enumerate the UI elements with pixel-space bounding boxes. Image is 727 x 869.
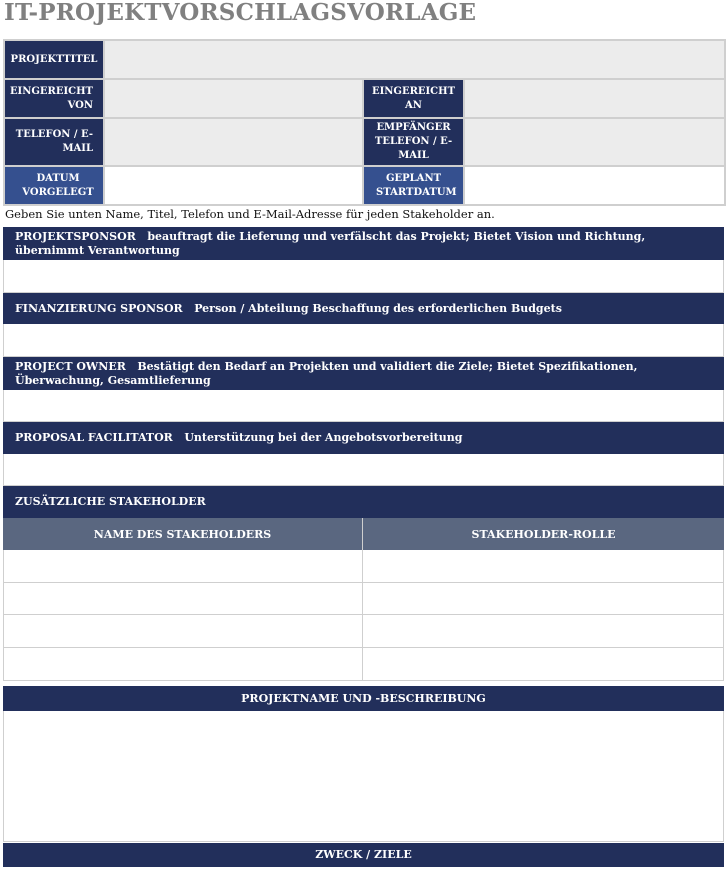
eingereicht-an-label: EINGEREICHT AN bbox=[363, 79, 464, 118]
role-finanzierung-sponsor-header bbox=[3, 293, 724, 324]
stakeholder-instructions: Geben Sie unten Name, Titel, Telefon und E-Mail-Adresse für jeden Stakeholder an. bbox=[5, 207, 495, 221]
table-row bbox=[3, 583, 724, 615]
table-row bbox=[3, 550, 724, 583]
purpose-header: ZWECK / ZIELE bbox=[3, 843, 724, 867]
empfaenger-telefon-label: EMPFÄNGER TELEFON / E-MAIL bbox=[363, 118, 464, 166]
datum-vorgelegt-label: DATUM VORGELEGT bbox=[4, 166, 104, 205]
additional-stakeholders-header: ZUSÄTZLICHE STAKEHOLDER bbox=[3, 486, 724, 518]
projekttitel-field[interactable] bbox=[104, 40, 725, 79]
telefon-email-field[interactable] bbox=[104, 118, 363, 166]
stakeholder-role-cell[interactable] bbox=[363, 550, 723, 582]
role-proposal-facilitator-field[interactable] bbox=[3, 454, 724, 486]
stakeholder-role-cell[interactable] bbox=[363, 648, 723, 680]
stakeholder-role-cell[interactable] bbox=[363, 615, 723, 647]
role-description: Unterstützung bei der Angebotsvorbereitung bbox=[184, 431, 463, 444]
role-label: FINANZIERUNG SPONSOR Person / Abteilung Beschaffung des erforderlichen Budgets bbox=[15, 301, 562, 315]
document-title: IT-PROJEKTVORSCHLAGSVORLAGE bbox=[4, 0, 477, 26]
eingereicht-von-field[interactable] bbox=[104, 79, 363, 118]
role-label: PROJECT OWNER Bestätigt den Bedarf an Projekten und validiert die Ziele; Bietet Spezifikationen, Überwachung, Gesamtlieferung bbox=[15, 359, 638, 387]
column-header-role: STAKEHOLDER-ROLLE bbox=[363, 518, 724, 550]
role-project-owner-field[interactable] bbox=[3, 390, 724, 422]
telefon-email-label: TELEFON / E-MAIL bbox=[4, 118, 104, 166]
role-label: PROJEKTSPONSOR beauftragt die Lieferung und verfälscht das Projekt; Bietet Vision und Richtung, übernimmt Verantwortung bbox=[15, 229, 646, 257]
stakeholder-name-cell[interactable] bbox=[4, 648, 363, 680]
role-finanzierung-sponsor-field[interactable] bbox=[3, 324, 724, 357]
stakeholder-name-cell[interactable] bbox=[4, 550, 363, 582]
project-info-table bbox=[3, 39, 726, 206]
stakeholder-role-cell[interactable] bbox=[363, 583, 723, 614]
role-proposal-facilitator-header bbox=[3, 422, 724, 454]
role-description: beauftragt die Lieferung und verfälscht das Projekt; Bietet Vision und Richtung, übernimmt Verantwortung bbox=[15, 229, 646, 257]
column-header-name: NAME DES STAKEHOLDERS bbox=[3, 518, 363, 550]
table-row bbox=[3, 615, 724, 648]
stakeholder-table-header bbox=[3, 518, 724, 550]
geplant-startdatum-field[interactable] bbox=[464, 166, 725, 205]
role-projektsponsor-field[interactable] bbox=[3, 260, 724, 293]
eingereicht-an-field[interactable] bbox=[464, 79, 725, 118]
role-project-owner-header bbox=[3, 357, 724, 390]
projekttitel-label: PROJEKTTITEL bbox=[4, 40, 104, 79]
empfaenger-telefon-field[interactable] bbox=[464, 118, 725, 166]
role-projektsponsor-header bbox=[3, 227, 724, 260]
stakeholder-name-cell[interactable] bbox=[4, 583, 363, 614]
stakeholder-name-cell[interactable] bbox=[4, 615, 363, 647]
geplant-startdatum-label: GEPLANT STARTDATUM bbox=[363, 166, 464, 205]
role-label: PROPOSAL FACILITATOR Unterstützung bei der Angebotsvorbereitung bbox=[15, 431, 463, 444]
role-description: Bestätigt den Bedarf an Projekten und validiert die Ziele; Bietet Spezifikationen, Überwachung, Gesamtlieferung bbox=[15, 359, 638, 387]
project-description-field[interactable] bbox=[3, 711, 724, 842]
role-description: Person / Abteilung Beschaffung des erforderlichen Budgets bbox=[194, 301, 562, 315]
datum-vorgelegt-field[interactable] bbox=[104, 166, 363, 205]
project-description-header: PROJEKTNAME UND -BESCHREIBUNG bbox=[3, 686, 724, 711]
eingereicht-von-label: EINGEREICHT VON bbox=[4, 79, 104, 118]
table-row bbox=[3, 648, 724, 681]
